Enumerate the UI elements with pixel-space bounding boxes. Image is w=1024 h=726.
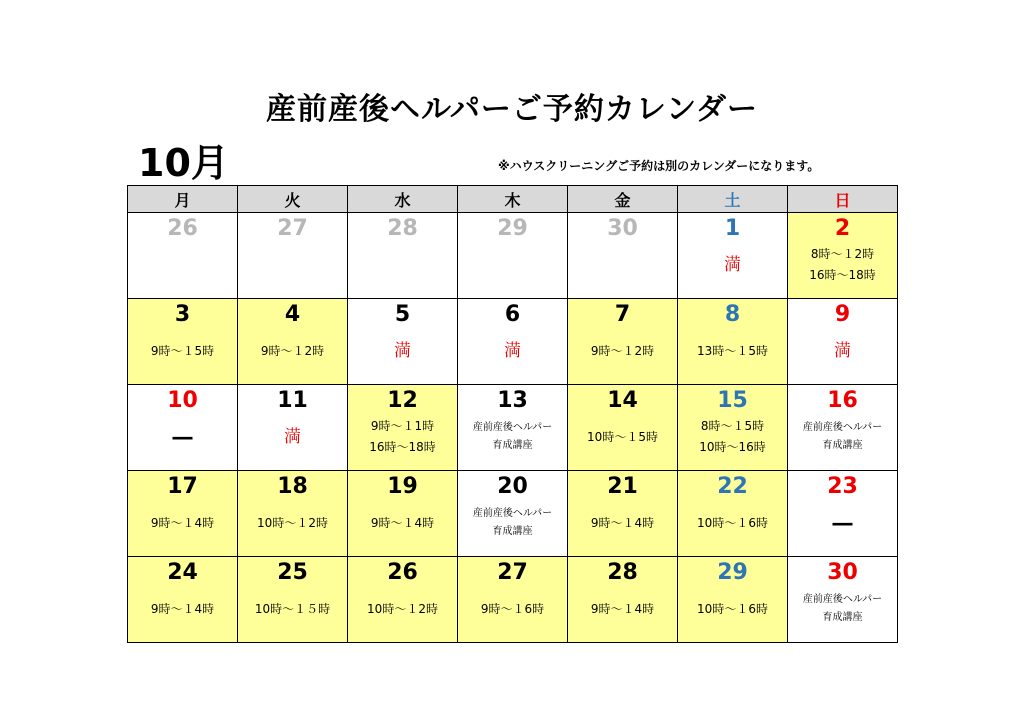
day-cell[interactable] [348, 557, 458, 643]
day-cell[interactable] [678, 557, 788, 643]
time-slot: 10時～１6時 [697, 515, 768, 530]
weekday-mon: 月 [128, 186, 238, 213]
day-number: 17 [167, 474, 198, 499]
availability-info [568, 498, 677, 548]
time-slot: 10時～１2時 [257, 515, 328, 530]
day-cell[interactable] [568, 213, 678, 299]
time-slot: 9時～１4時 [590, 515, 655, 530]
availability-info [458, 498, 567, 548]
day-number: 14 [607, 388, 638, 413]
time-slot: 9時～１4時 [590, 601, 655, 616]
availability-info [458, 584, 567, 634]
day-number: 11 [277, 388, 308, 413]
time-slot: 9時～１2時 [590, 343, 655, 358]
closed-dash: ― [172, 424, 193, 449]
day-number: 5 [394, 302, 411, 327]
availability-info [678, 240, 787, 290]
day-number: 22 [717, 474, 748, 499]
weekday-header-row [128, 186, 898, 213]
day-number: 20 [497, 474, 528, 499]
day-cell[interactable] [568, 385, 678, 471]
weekday-tue: 火 [238, 186, 348, 213]
weekday-sun: 日 [788, 186, 898, 213]
course-label: 育成講座 [492, 526, 533, 537]
day-number: 30 [607, 216, 638, 241]
day-number: 6 [504, 302, 521, 327]
day-cell[interactable] [238, 213, 348, 299]
day-cell[interactable] [568, 471, 678, 557]
day-number: 28 [607, 560, 638, 585]
availability-info [238, 326, 347, 376]
day-number: 18 [277, 474, 308, 499]
time-slot: 16時～18時 [369, 440, 436, 454]
course-label: 産前産後ヘルパー [472, 508, 553, 519]
availability-info [348, 498, 457, 548]
full-status: 満 [724, 254, 741, 275]
day-number: 23 [827, 474, 858, 499]
day-number: 28 [387, 216, 418, 241]
day-cell[interactable] [568, 299, 678, 385]
calendar-week-row [128, 471, 898, 557]
day-number: 8 [724, 302, 741, 327]
availability-info [238, 240, 347, 290]
day-number: 15 [717, 388, 748, 413]
time-slot: 9時～１5時 [150, 343, 215, 358]
weekday-fri: 金 [568, 186, 678, 213]
time-slot: 9時～１4時 [370, 515, 435, 530]
day-cell[interactable] [128, 213, 238, 299]
availability-info [568, 326, 677, 376]
day-cell[interactable] [238, 299, 348, 385]
calendar-body [128, 213, 898, 643]
day-cell[interactable] [238, 557, 348, 643]
day-number: 7 [614, 302, 631, 327]
day-cell[interactable] [128, 299, 238, 385]
time-slot: 10時～１５時 [254, 601, 331, 616]
availability-info [128, 412, 237, 462]
day-cell[interactable] [348, 299, 458, 385]
day-cell[interactable] [568, 557, 678, 643]
time-slot: 9時～１1時 [370, 419, 435, 433]
day-number: 27 [277, 216, 308, 241]
time-slot: 10時～16時 [699, 440, 766, 454]
time-slot: 9時～１2時 [260, 343, 325, 358]
day-cell[interactable] [348, 213, 458, 299]
availability-info [458, 326, 567, 376]
availability-info [128, 326, 237, 376]
day-cell[interactable] [458, 213, 568, 299]
availability-info [128, 240, 237, 290]
time-slot: 8時～１5時 [700, 419, 765, 433]
day-number: 10 [167, 388, 198, 413]
closed-dash: ― [832, 510, 853, 535]
course-label: 育成講座 [492, 440, 533, 451]
availability-info [348, 584, 457, 634]
day-number: 12 [387, 388, 418, 413]
day-cell[interactable] [458, 299, 568, 385]
time-slot: 9時～１6時 [480, 601, 545, 616]
day-number: 21 [607, 474, 638, 499]
availability-info [788, 240, 897, 290]
time-slot: 13時～１5時 [697, 343, 768, 358]
availability-info [348, 240, 457, 290]
availability-info [238, 498, 347, 548]
day-number: 2 [834, 216, 851, 241]
day-cell[interactable] [238, 471, 348, 557]
time-slot: 8時～１2時 [810, 247, 875, 261]
page-title: 産前産後ヘルパーご予約カレンダー [266, 92, 758, 127]
day-number: 26 [167, 216, 198, 241]
day-cell[interactable] [348, 385, 458, 471]
day-number: 24 [167, 560, 198, 585]
day-number: 27 [497, 560, 528, 585]
availability-info [678, 326, 787, 376]
day-number: 30 [827, 560, 858, 585]
availability-info [458, 240, 567, 290]
availability-info [678, 584, 787, 634]
day-cell[interactable] [788, 557, 898, 643]
calendar-week-row [128, 557, 898, 643]
availability-info [788, 584, 897, 634]
full-status: 満 [504, 340, 521, 361]
day-cell[interactable] [788, 385, 898, 471]
day-cell[interactable] [788, 299, 898, 385]
course-label: 産前産後ヘルパー [802, 594, 883, 605]
availability-info [568, 584, 677, 634]
day-number: 25 [277, 560, 308, 585]
day-cell[interactable] [678, 471, 788, 557]
day-number: 13 [497, 388, 528, 413]
weekday-thu: 木 [458, 186, 568, 213]
day-cell[interactable] [348, 471, 458, 557]
course-label: 育成講座 [822, 440, 863, 451]
time-slot: 16時～18時 [809, 268, 876, 282]
day-cell[interactable] [458, 385, 568, 471]
day-number: 19 [387, 474, 418, 499]
day-cell[interactable] [238, 385, 348, 471]
availability-info [568, 240, 677, 290]
day-cell[interactable] [678, 213, 788, 299]
day-cell[interactable] [788, 213, 898, 299]
availability-info [568, 412, 677, 462]
day-cell[interactable] [128, 557, 238, 643]
availability-info [678, 498, 787, 548]
time-slot: 10時～１2時 [367, 601, 438, 616]
weekday-wed: 水 [348, 186, 458, 213]
day-number: 3 [174, 302, 191, 327]
course-label: 産前産後ヘルパー [802, 422, 883, 433]
availability-info [678, 412, 787, 462]
availability-info [128, 498, 237, 548]
availability-info [348, 412, 457, 462]
weekday-sat: 土 [678, 186, 788, 213]
availability-info [348, 326, 457, 376]
time-slot: 10時～１5時 [587, 429, 658, 444]
day-number: 1 [724, 216, 741, 241]
full-status: 満 [834, 340, 851, 361]
availability-info [128, 584, 237, 634]
availability-info [238, 412, 347, 462]
calendar-table [127, 185, 898, 643]
day-cell[interactable] [128, 471, 238, 557]
day-cell[interactable] [678, 299, 788, 385]
day-number: 29 [497, 216, 528, 241]
full-status: 満 [284, 426, 301, 447]
day-number: 26 [387, 560, 418, 585]
month-label: 10月 [138, 141, 229, 185]
day-number: 4 [284, 302, 301, 327]
full-status: 満 [394, 340, 411, 361]
day-cell[interactable] [458, 471, 568, 557]
availability-info [788, 498, 897, 548]
course-label: 育成講座 [822, 612, 863, 623]
time-slot: 10時～１6時 [697, 601, 768, 616]
calendar-week-row [128, 385, 898, 471]
day-cell[interactable] [458, 557, 568, 643]
time-slot: 9時～１4時 [150, 515, 215, 530]
availability-info [458, 412, 567, 462]
day-number: 29 [717, 560, 748, 585]
calendar-week-row [128, 213, 898, 299]
cleaning-note: ※ハウスクリーニングご予約は別のカレンダーになります。 [498, 159, 820, 173]
course-label: 産前産後ヘルパー [472, 422, 553, 433]
day-cell[interactable] [128, 385, 238, 471]
day-number: 9 [834, 302, 851, 327]
time-slot: 9時～１4時 [150, 601, 215, 616]
availability-info [788, 326, 897, 376]
availability-info [788, 412, 897, 462]
day-cell[interactable] [678, 385, 788, 471]
calendar-week-row [128, 299, 898, 385]
availability-info [238, 584, 347, 634]
day-number: 16 [827, 388, 858, 413]
day-cell[interactable] [788, 471, 898, 557]
